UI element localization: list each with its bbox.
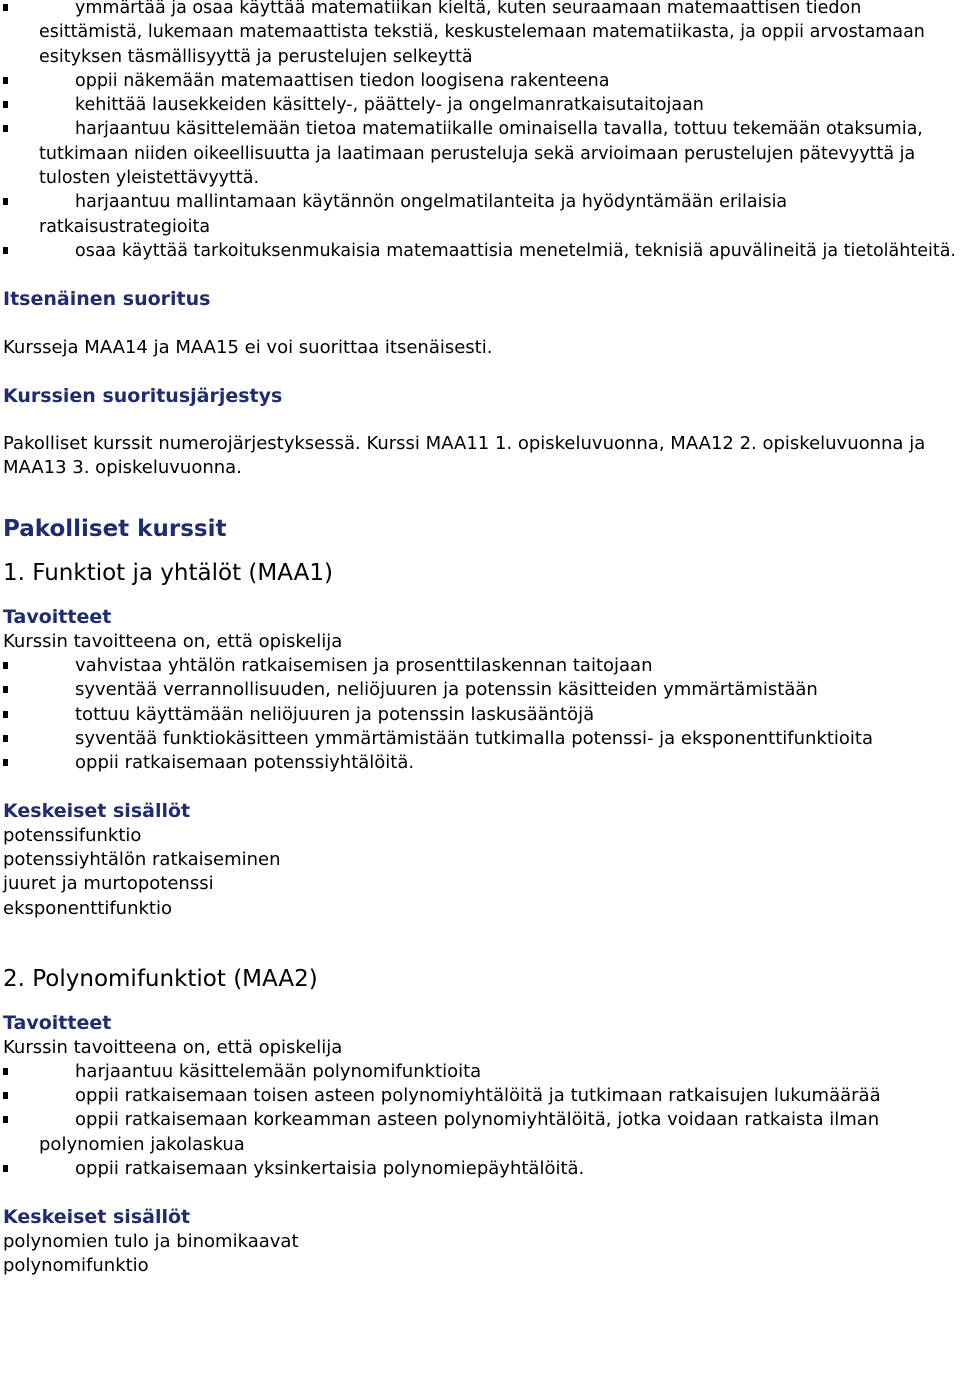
bullet-icon <box>3 686 8 693</box>
bullet-icon <box>3 247 8 254</box>
list-item: oppii ratkaisemaan korkeamman asteen polynomiyhtälöitä, jotka voidaan ratkaista ilman polynomien jakolaskua <box>3 1108 957 1157</box>
course1-goals-list <box>3 654 957 775</box>
list-item: harjaantuu mallintamaan käytännön ongelmatilanteita ja hyödyntämään erilaisia ratkaisustrategioita <box>3 190 957 239</box>
list-item: syventää funktiokäsitteen ymmärtämistään tutkimalla potenssi- ja eksponenttifunktioita <box>3 727 957 751</box>
list-item: kehittää lausekkeiden käsittely-, päättely- ja ongelmanratkaisutaitojaan <box>3 93 957 117</box>
bullet-icon <box>3 662 8 669</box>
course2-goals-list <box>3 1060 957 1181</box>
course2-title: 2. Polynomifunktiot (MAA2) <box>3 965 318 992</box>
independent-heading: Itsenäinen suoritus <box>3 288 211 311</box>
course2-content-item: polynomien tulo ja binomikaavat <box>3 1230 299 1252</box>
bullet-icon <box>3 1092 8 1099</box>
bullet-icon <box>3 1165 8 1172</box>
course2-goals-heading: Tavoitteet <box>3 1012 112 1035</box>
list-item: oppii näkemään matemaattisen tiedon loogisena rakenteena <box>3 69 957 93</box>
course1-goals-heading: Tavoitteet <box>3 606 112 629</box>
bullet-icon <box>3 1116 8 1123</box>
list-item: syventää verrannollisuuden, neliöjuuren ja potenssin käsitteiden ymmärtämistään <box>3 678 957 702</box>
bullet-icon <box>3 1068 8 1075</box>
bullet-icon <box>3 4 8 11</box>
bullet-icon <box>3 759 8 766</box>
list-item: vahvistaa yhtälön ratkaisemisen ja prosenttilaskennan taitojaan <box>3 654 957 678</box>
course1-content-item: eksponenttifunktio <box>3 897 172 919</box>
mandatory-courses-heading: Pakolliset kurssit <box>3 515 227 542</box>
list-item: ymmärtää ja osaa käyttää matematiikan kieltä, kuten seuraamaan matemaattisen tiedon esittämistä, lukemaan matemaattista tekstiä, keskustelemaan matematiikasta, ja oppii arvostamaan esityksen täsmällisyyttä ja perustelujen selkeyttä <box>3 0 957 69</box>
course2-content-heading: Keskeiset sisällöt <box>3 1206 191 1229</box>
list-item: oppii ratkaisemaan potenssiyhtälöitä. <box>3 751 957 775</box>
list-item: oppii ratkaisemaan toisen asteen polynomiyhtälöitä ja tutkimaan ratkaisujen lukumäärää <box>3 1084 957 1108</box>
goals-continued-list <box>3 0 957 263</box>
list-item: harjaantuu käsittelemään tietoa matematiikalle ominaisella tavalla, tottuu tekemään otaksumia, tutkimaan niiden oikeellisuutta ja laatimaan perusteluja sekä arvioimaan perustelujen pätevyyttä ja tulosten yleistettävyyttä. <box>3 117 957 190</box>
independent-text: Kursseja MAA14 ja MAA15 ei voi suorittaa itsenäisesti. <box>3 336 493 358</box>
bullet-icon <box>3 198 8 205</box>
course1-content-heading: Keskeiset sisällöt <box>3 800 191 823</box>
course1-title: 1. Funktiot ja yhtälöt (MAA1) <box>3 560 333 587</box>
order-text: Pakolliset kurssit numerojärjestyksessä. Kurssi MAA11 1. opiskeluvuonna, MAA12 2. opiskeluvuonna ja MAA13 3. opiskeluvuonna. <box>3 433 926 479</box>
bullet-icon <box>3 101 8 108</box>
bullet-icon <box>3 77 8 84</box>
course1-goals-intro: Kurssin tavoitteena on, että opiskelija <box>3 630 343 652</box>
list-item: osaa käyttää tarkoituksenmukaisia matemaattisia menetelmiä, teknisiä apuvälineitä ja tietolähteitä. <box>3 239 957 263</box>
bullet-icon <box>3 735 8 742</box>
course2-goals-intro: Kurssin tavoitteena on, että opiskelija <box>3 1036 343 1058</box>
document-page <box>3 0 957 1278</box>
list-item: oppii ratkaisemaan yksinkertaisia polynomiepäyhtälöitä. <box>3 1157 957 1181</box>
list-item: tottuu käyttämään neliöjuuren ja potenssin laskusääntöjä <box>3 703 957 727</box>
order-heading: Kurssien suoritusjärjestys <box>3 384 283 407</box>
bullet-icon <box>3 711 8 718</box>
course2-content-item: polynomifunktio <box>3 1254 149 1276</box>
list-item: harjaantuu käsittelemään polynomifunktioita <box>3 1060 957 1084</box>
course1-content-item: potenssifunktio <box>3 824 142 846</box>
course1-content-item: juuret ja murtopotenssi <box>3 873 214 895</box>
course1-content-item: potenssiyhtälön ratkaiseminen <box>3 849 281 871</box>
bullet-icon <box>3 125 8 132</box>
